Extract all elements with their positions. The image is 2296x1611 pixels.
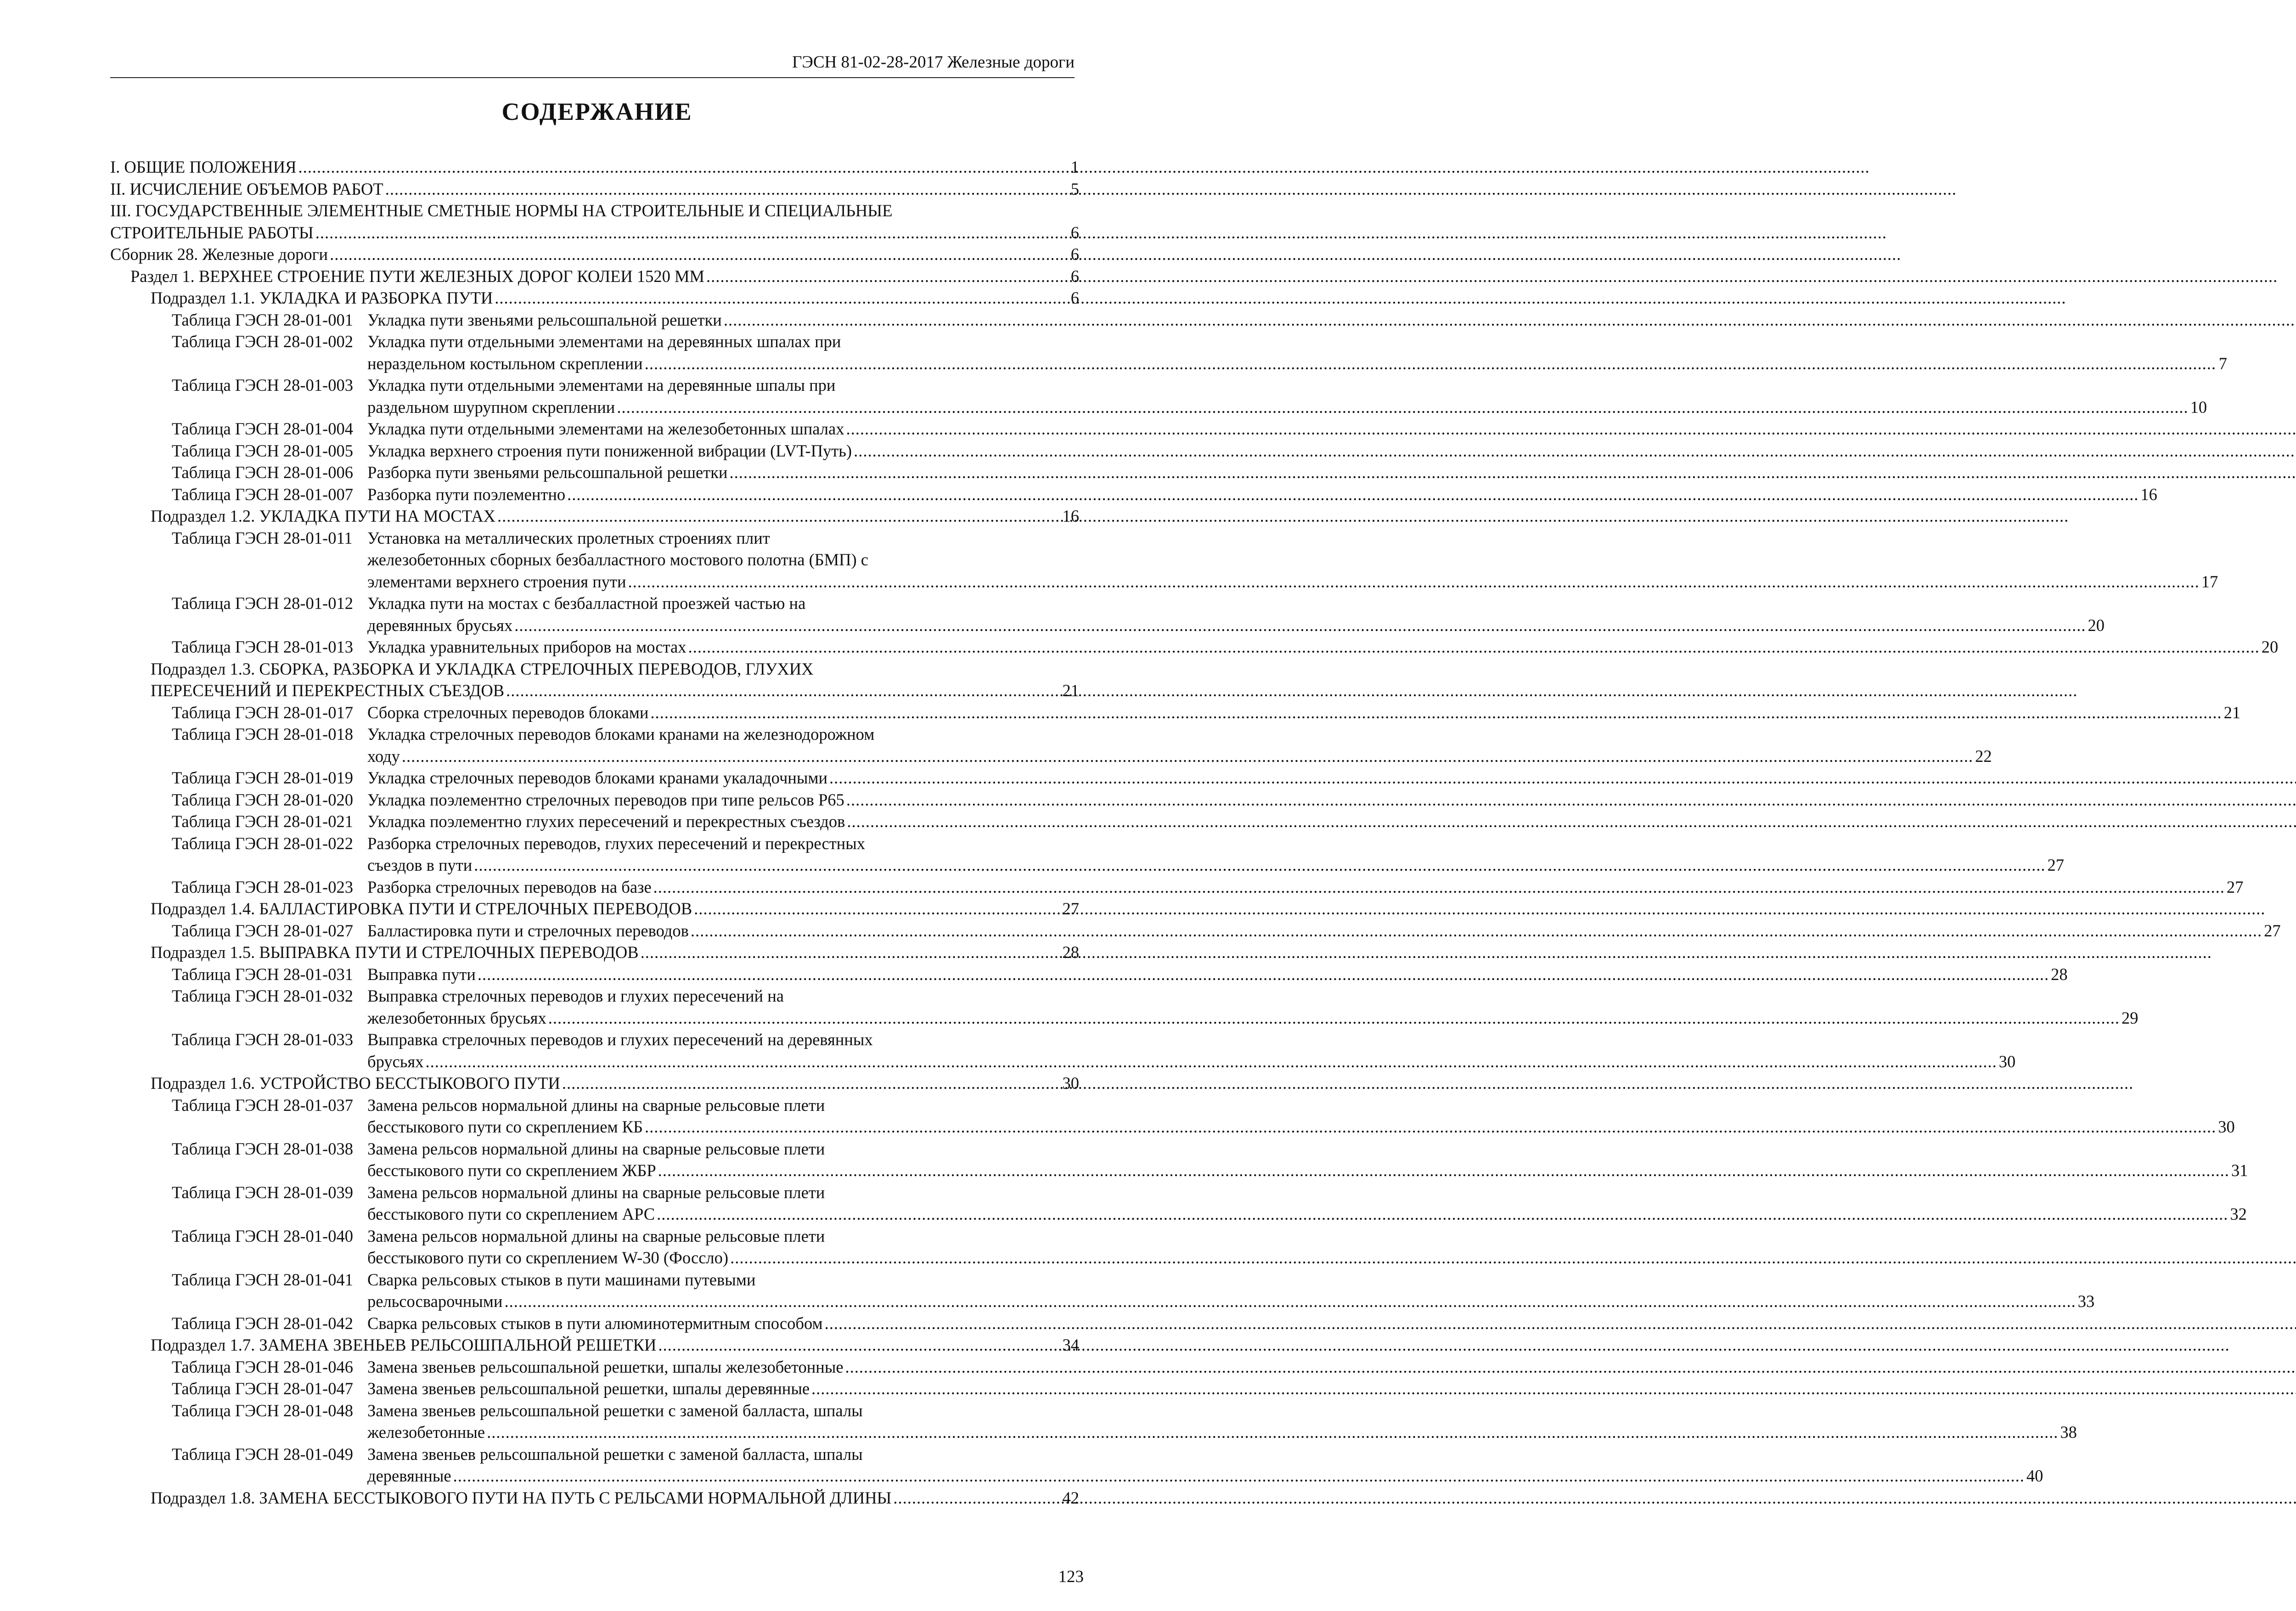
- toc-entry-title: II. ИСЧИСЛЕНИЕ ОБЪЕМОВ РАБОТ: [110, 179, 383, 198]
- toc-page-number: 31: [2231, 1161, 2248, 1180]
- table-code: Таблица ГЭСН 28-01-011: [172, 528, 353, 547]
- toc-table-entry: [110, 1312, 1079, 1335]
- table-description: [367, 418, 2296, 440]
- toc-table-entry: [110, 789, 1079, 811]
- description-line: Разборка пути звеньями рельсошпальной решетки: [367, 463, 728, 482]
- toc-entry-title: Раздел 1. ВЕРХНЕЕ СТРОЕНИЕ ПУТИ ЖЕЛЕЗНЫХ ДОРОГ КОЛЕИ 1520 ММ: [130, 266, 704, 286]
- toc-table-entry: [110, 309, 1079, 331]
- table-code: Таблица ГЭСН 28-01-023: [172, 877, 353, 896]
- toc-page-number: 17: [2201, 572, 2218, 591]
- table-description: [367, 1400, 2077, 1443]
- dot-leader: [330, 243, 1068, 265]
- table-description: [367, 1269, 2094, 1312]
- dot-leader: [487, 1421, 2058, 1443]
- table-description: [367, 1094, 2235, 1138]
- description-line: Укладка поэлементно глухих пересечений и перекрестных съездов: [367, 812, 845, 831]
- table-description: [367, 1443, 2043, 1487]
- table-description: [367, 592, 2105, 636]
- toc-table-entry: [110, 985, 2138, 1029]
- dot-leader: [658, 1334, 1060, 1356]
- toc-page-number: 32: [2230, 1205, 2247, 1223]
- table-code: Таблица ГЭСН 28-01-001: [172, 310, 353, 329]
- dot-leader: [402, 745, 1973, 767]
- toc-table-entry: [110, 1443, 2043, 1487]
- toc-page-number: 20: [2088, 615, 2105, 635]
- toc-entry-title: Подраздел 1.4. БАЛЛАСТИРОВКА ПУТИ И СТРЕЛОЧНЫХ ПЕРЕВОДОВ: [151, 899, 692, 918]
- description-line: Укладка поэлементно стрелочных переводов при типе рельсов Р65: [367, 790, 844, 809]
- toc-page-number: 33: [2077, 1292, 2095, 1311]
- table-code: Таблица ГЭСН 28-01-032: [172, 986, 353, 1005]
- table-description: [367, 920, 2281, 942]
- toc-entry-title: I. ОБЩИЕ ПОЛОЖЕНИЯ: [110, 158, 297, 176]
- toc-entry-title: Сборник 28. Железные дороги: [110, 245, 328, 264]
- toc-entry: [110, 156, 1079, 178]
- dot-leader: [298, 156, 1069, 178]
- description-line: Укладка стрелочных переводов блоками кранами укаладочными: [367, 768, 827, 787]
- table-description: [367, 1378, 2296, 1400]
- table-description: [367, 484, 2157, 506]
- toc-entry: [110, 941, 1079, 963]
- toc-table-entry: [110, 527, 2218, 593]
- page-number: 123: [1058, 1567, 1084, 1586]
- description-line: Разборка стрелочных переводов на базе: [367, 877, 652, 896]
- table-description: [367, 702, 2240, 724]
- toc-page-number: 30: [2218, 1117, 2235, 1136]
- dot-leader: [315, 222, 1068, 244]
- toc-page-number: 27: [2226, 877, 2244, 896]
- dot-leader: [641, 941, 1061, 963]
- toc-page-number: 29: [2121, 1008, 2138, 1027]
- description-line: железобетонные: [367, 1423, 485, 1442]
- dot-leader: [706, 265, 1068, 287]
- description-line: Укладка пути отдельными элементами на железобетонных шпалах: [367, 419, 844, 438]
- table-description: [367, 811, 2296, 833]
- table-of-contents: [110, 156, 2281, 1509]
- description-line: Укладка верхнего строения пути пониженной вибрации (LVT-Путь): [367, 441, 852, 460]
- toc-page-number: 22: [1975, 746, 1992, 766]
- dot-leader: [657, 1203, 2228, 1225]
- description-line: Установка на металлических пролетных строениях плит: [367, 528, 770, 547]
- dot-leader: [846, 789, 2296, 811]
- description-line: Замена звеньев рельсошпальной решетки, шпалы железобетонные: [367, 1357, 844, 1376]
- description-line: Замена рельсов нормальной длины на сварные рельсовые плети: [367, 1139, 825, 1158]
- toc-entry-title: Подраздел 1.2. УКЛАДКА ПУТИ НА МОСТАХ: [151, 507, 495, 525]
- description-line: Сборка стрелочных переводов блоками: [367, 703, 649, 722]
- description-line: бесстыкового пути со скреплением КБ: [367, 1117, 643, 1136]
- toc-table-entry: [110, 374, 2207, 418]
- toc-page-number: 20: [2261, 637, 2279, 656]
- toc-table-entry: [110, 920, 2281, 942]
- running-header: [110, 51, 1075, 78]
- toc-entry: [110, 287, 1079, 309]
- toc-entry-title: Подраздел 1.5. ВЫПРАВКА ПУТИ И СТРЕЛОЧНЫХ ПЕРЕВОДОВ: [151, 943, 639, 962]
- table-code: Таблица ГЭСН 28-01-046: [172, 1357, 353, 1376]
- toc-table-entry: [110, 1138, 2248, 1182]
- table-code: Таблица ГЭСН 28-01-019: [172, 768, 353, 787]
- dot-leader: [893, 1487, 1060, 1509]
- table-code: Таблица ГЭСН 28-01-021: [172, 812, 353, 831]
- table-description: [367, 876, 2243, 898]
- toc-page-number: 6: [1070, 223, 1079, 242]
- toc-page-number: 30: [1998, 1052, 2016, 1071]
- description-line: Укладка пути на мостах с безбалластной проезжей частью на: [367, 594, 806, 613]
- description-line: Замена звеньев рельсошпальной решетки с заменой балласта, шпалы: [367, 1401, 863, 1420]
- toc-table-entry: [110, 592, 2105, 636]
- toc-entry: [110, 1072, 1079, 1094]
- table-code: Таблица ГЭСН 28-01-007: [172, 484, 353, 504]
- description-line: Выправка стрелочных переводов и глухих пересечений на деревянных: [367, 1030, 873, 1049]
- table-code: Таблица ГЭСН 28-01-012: [172, 594, 353, 613]
- dot-leader: [729, 462, 2296, 484]
- toc-table-entry: [110, 833, 2065, 876]
- dot-leader: [548, 1007, 2120, 1029]
- table-code: Таблица ГЭСН 28-01-037: [172, 1095, 353, 1115]
- table-description: [367, 1312, 2296, 1335]
- description-line: Разборка стрелочных переводов, глухих пересечений и перекрестных: [367, 834, 865, 853]
- description-line: Замена звеньев рельсошпальной решетки, шпалы деревянные: [367, 1379, 810, 1398]
- description-line: Укладка уравнительных приборов на мостах: [367, 637, 687, 656]
- dot-leader: [385, 178, 1068, 200]
- toc-table-entry: [110, 1094, 2235, 1138]
- description-line: Укладка пути отдельными элементами на деревянные шпалы при: [367, 376, 836, 394]
- table-code: Таблица ГЭСН 28-01-038: [172, 1139, 353, 1158]
- dot-leader: [653, 876, 2225, 898]
- dot-leader: [730, 1247, 2296, 1269]
- table-description: [367, 440, 2296, 462]
- description-line: бесстыкового пути со скреплением ЖБР: [367, 1161, 656, 1180]
- toc-table-entry: [110, 1356, 1079, 1378]
- description-line: Замена рельсов нормальной длины на сварные рельсовые плети: [367, 1226, 825, 1245]
- toc-entry: [110, 1334, 1079, 1356]
- dot-leader: [688, 636, 2259, 658]
- toc-page-number: 21: [1062, 681, 1079, 700]
- toc-page-number: 21: [2223, 703, 2241, 722]
- description-line: деревянных брусьях: [367, 615, 513, 635]
- toc-table-entry: [110, 767, 1079, 789]
- description-line: съездов в пути: [367, 856, 473, 874]
- table-description: [367, 1356, 2296, 1378]
- table-code: Таблица ГЭСН 28-01-040: [172, 1226, 353, 1245]
- dot-leader: [811, 1378, 2296, 1400]
- table-description: [367, 789, 2296, 811]
- description-line: Сварка рельсовых стыков в пути машинами путевыми: [367, 1270, 756, 1289]
- toc-page-number: 6: [1070, 288, 1079, 307]
- toc-page-number: 16: [2140, 484, 2157, 504]
- dot-leader: [645, 353, 2216, 375]
- description-line: Укладка пути отдельными элементами на деревянных шпалах при: [367, 332, 841, 351]
- toc-page-number: 40: [2026, 1466, 2043, 1485]
- dot-leader: [650, 702, 2222, 724]
- table-code: Таблица ГЭСН 28-01-047: [172, 1379, 353, 1398]
- toc-page-number: 10: [2190, 397, 2207, 417]
- table-code: Таблица ГЭСН 28-01-041: [172, 1270, 353, 1289]
- table-description: [367, 1029, 2015, 1072]
- toc-page-number: 42: [1062, 1488, 1079, 1507]
- table-description: [367, 833, 2064, 876]
- toc-entry: [110, 178, 1079, 200]
- toc-entry-title: ПЕРЕСЕЧЕНИЙ И ПЕРЕКРЕСТНЫХ СЪЕЗДОВ: [151, 681, 505, 700]
- table-code: Таблица ГЭСН 28-01-048: [172, 1401, 353, 1420]
- toc-table-entry: [110, 1378, 1079, 1400]
- toc-table-entry: [110, 462, 1079, 484]
- toc-page-number: 28: [2051, 964, 2068, 984]
- dot-leader: [567, 484, 2138, 506]
- dot-leader: [846, 418, 2296, 440]
- toc-table-entry: [110, 1400, 2077, 1443]
- dot-leader: [845, 1356, 2296, 1378]
- toc-table-entry: [110, 636, 2279, 658]
- dot-leader: [628, 571, 2200, 593]
- table-description: [367, 374, 2207, 418]
- toc-page-number: 38: [2060, 1423, 2077, 1442]
- table-code: Таблица ГЭСН 28-01-033: [172, 1030, 353, 1049]
- description-line: Разборка пути поэлементно: [367, 484, 566, 504]
- toc-table-entry: [110, 811, 1079, 833]
- toc-entry: [110, 898, 1079, 920]
- description-line: элементами верхнего строения пути: [367, 572, 626, 591]
- table-description: [367, 767, 2296, 789]
- dot-leader: [645, 1116, 2216, 1138]
- table-code: Таблица ГЭСН 28-01-018: [172, 725, 353, 744]
- description-line: Сварка рельсовых стыков в пути алюминотермитным способом: [367, 1313, 823, 1333]
- toc-table-entry: [110, 418, 1079, 440]
- table-code: Таблица ГЭСН 28-01-049: [172, 1444, 353, 1464]
- dot-leader: [854, 440, 2296, 462]
- toc-entry: [110, 243, 1079, 265]
- dot-leader: [617, 396, 2188, 418]
- toc-table-entry: [110, 1269, 2095, 1312]
- toc-entry: [110, 658, 1079, 702]
- table-description: [367, 1225, 2296, 1269]
- dot-leader: [453, 1465, 2025, 1487]
- table-description: [367, 723, 1992, 767]
- toc-entry-title: СТРОИТЕЛЬНЫЕ РАБОТЫ: [110, 223, 314, 242]
- toc-table-entry: [110, 1225, 1079, 1269]
- description-line: нераздельном костыльном скреплении: [367, 354, 643, 373]
- table-description: [367, 985, 2138, 1029]
- table-description: [367, 1138, 2248, 1182]
- dot-leader: [562, 1072, 1061, 1094]
- toc-page-number: 16: [1062, 507, 1079, 525]
- toc-table-entry: [110, 331, 2227, 374]
- table-code: Таблица ГЭСН 28-01-003: [172, 376, 353, 394]
- table-code: Таблица ГЭСН 28-01-002: [172, 332, 353, 351]
- table-code: Таблица ГЭСН 28-01-017: [172, 703, 353, 722]
- toc-page-number: 30: [1062, 1074, 1079, 1093]
- toc-entry: [110, 200, 1079, 243]
- table-code: Таблица ГЭСН 28-01-004: [172, 419, 353, 438]
- dot-leader: [495, 287, 1068, 309]
- toc-page-number: 28: [1062, 943, 1079, 962]
- description-line: Замена звеньев рельсошпальной решетки с заменой балласта, шпалы: [367, 1444, 863, 1464]
- table-code: Таблица ГЭСН 28-01-042: [172, 1313, 353, 1333]
- description-line: бесстыкового пути со скреплением W-30 (Фоссло): [367, 1248, 729, 1267]
- dot-leader: [514, 614, 2086, 637]
- description-line: Балластировка пути и стрелочных переводов: [367, 921, 689, 940]
- dot-leader: [425, 1051, 1997, 1073]
- dot-leader: [504, 1290, 2076, 1312]
- dot-leader: [506, 680, 1060, 702]
- toc-page-number: 27: [1062, 899, 1079, 918]
- toc-page-number: 1: [1070, 158, 1079, 176]
- table-code: Таблица ГЭСН 28-01-031: [172, 964, 353, 984]
- dot-leader: [825, 1312, 2296, 1335]
- description-line: Выправка стрелочных переводов и глухих пересечений на: [367, 986, 784, 1005]
- toc-table-entry: [110, 1182, 2247, 1225]
- toc-page-number: 6: [1070, 266, 1079, 286]
- table-description: [367, 462, 2296, 484]
- toc-table-entry: [110, 963, 2068, 986]
- description-line: ходу: [367, 746, 400, 766]
- description-line: железобетонных сборных безбалластного мостового полотна (БМП) с: [367, 550, 868, 569]
- toc-entry: [110, 505, 1079, 527]
- toc-page-number: 27: [2264, 921, 2281, 940]
- description-line: Выправка пути: [367, 964, 476, 984]
- toc-page-number: 7: [2218, 354, 2227, 373]
- dot-leader: [694, 898, 1060, 920]
- description-line: деревянные: [367, 1466, 451, 1485]
- toc-entry-title: Подраздел 1.1. УКЛАДКА И РАЗБОРКА ПУТИ: [151, 288, 493, 307]
- toc-entry: [110, 265, 1079, 287]
- toc-table-entry: [110, 440, 1079, 462]
- table-description: [367, 1182, 2247, 1225]
- toc-table-entry: [110, 1029, 2016, 1072]
- description-line: бесстыкового пути со скреплением АРС: [367, 1205, 655, 1223]
- toc-page-number: 5: [1070, 179, 1079, 198]
- toc-table-entry: [110, 723, 1992, 767]
- table-code: Таблица ГЭСН 28-01-022: [172, 834, 353, 853]
- toc-table-entry: [110, 702, 2241, 724]
- table-code: Таблица ГЭСН 28-01-039: [172, 1183, 353, 1202]
- table-description: [367, 309, 2296, 331]
- table-code: Таблица ГЭСН 28-01-005: [172, 441, 353, 460]
- toc-page-number: 6: [1070, 245, 1079, 264]
- table-code: Таблица ГЭСН 28-01-020: [172, 790, 353, 809]
- table-description: [367, 963, 2068, 986]
- description-line: брусьях: [367, 1052, 424, 1071]
- page-title: СОДЕРЖАНИЕ: [501, 98, 692, 125]
- dot-leader: [691, 920, 2262, 942]
- table-description: [367, 527, 2218, 593]
- table-code: Таблица ГЭСН 28-01-006: [172, 463, 353, 482]
- table-code: Таблица ГЭСН 28-01-013: [172, 637, 353, 656]
- toc-entry-title-line: Подраздел 1.3. СБОРКА, РАЗБОРКА И УКЛАДКА СТРЕЛОЧНЫХ ПЕРЕВОДОВ, ГЛУХИХ: [151, 659, 814, 678]
- table-code: Таблица ГЭСН 28-01-027: [172, 921, 353, 940]
- dot-leader: [847, 811, 2296, 833]
- dot-leader: [724, 309, 2295, 331]
- description-line: рельсосварочными: [367, 1292, 503, 1311]
- toc-entry-title: Подраздел 1.7. ЗАМЕНА ЗВЕНЬЕВ РЕЛЬСОШПАЛЬНОЙ РЕШЕТКИ: [151, 1335, 657, 1354]
- description-line: Укладка стрелочных переводов блоками кранами на железнодорожном: [367, 725, 875, 744]
- table-description: [367, 636, 2278, 658]
- toc-page-number: 34: [1062, 1335, 1079, 1354]
- toc-entry: [110, 1487, 1079, 1509]
- toc-table-entry: [110, 876, 2244, 898]
- description-line: раздельном шурупном скреплении: [367, 397, 615, 417]
- toc-entry-title-line: III. ГОСУДАРСТВЕННЫЕ ЭЛЕМЕНТНЫЕ СМЕТНЫЕ НОРМЫ НА СТРОИТЕЛЬНЫЕ И СПЕЦИАЛЬНЫЕ: [110, 201, 893, 220]
- dot-leader: [497, 505, 1061, 527]
- description-line: Укладка пути звеньями рельсошпальной решетки: [367, 310, 722, 329]
- toc-entry-title: Подраздел 1.6. УСТРОЙСТВО БЕССТЫКОВОГО ПУТИ: [151, 1074, 560, 1093]
- dot-leader: [658, 1160, 2229, 1182]
- description-line: железобетонных брусьях: [367, 1008, 546, 1027]
- description-line: Замена рельсов нормальной длины на сварные рельсовые плети: [367, 1095, 825, 1115]
- running-title: ГЭСН 81-02-28-2017 Железные дороги: [792, 53, 1075, 72]
- dot-leader: [829, 767, 2296, 789]
- dot-leader: [478, 963, 2049, 986]
- description-line: Замена рельсов нормальной длины на сварные рельсовые плети: [367, 1183, 825, 1202]
- toc-table-entry: [110, 484, 2157, 506]
- toc-page-number: 27: [2047, 856, 2065, 874]
- toc-entry-title: Подраздел 1.8. ЗАМЕНА БЕССТЫКОВОГО ПУТИ НА ПУТЬ С РЕЛЬСАМИ НОРМАЛЬНОЙ ДЛИНЫ: [151, 1488, 892, 1507]
- table-description: [367, 331, 2227, 374]
- dot-leader: [474, 854, 2045, 876]
